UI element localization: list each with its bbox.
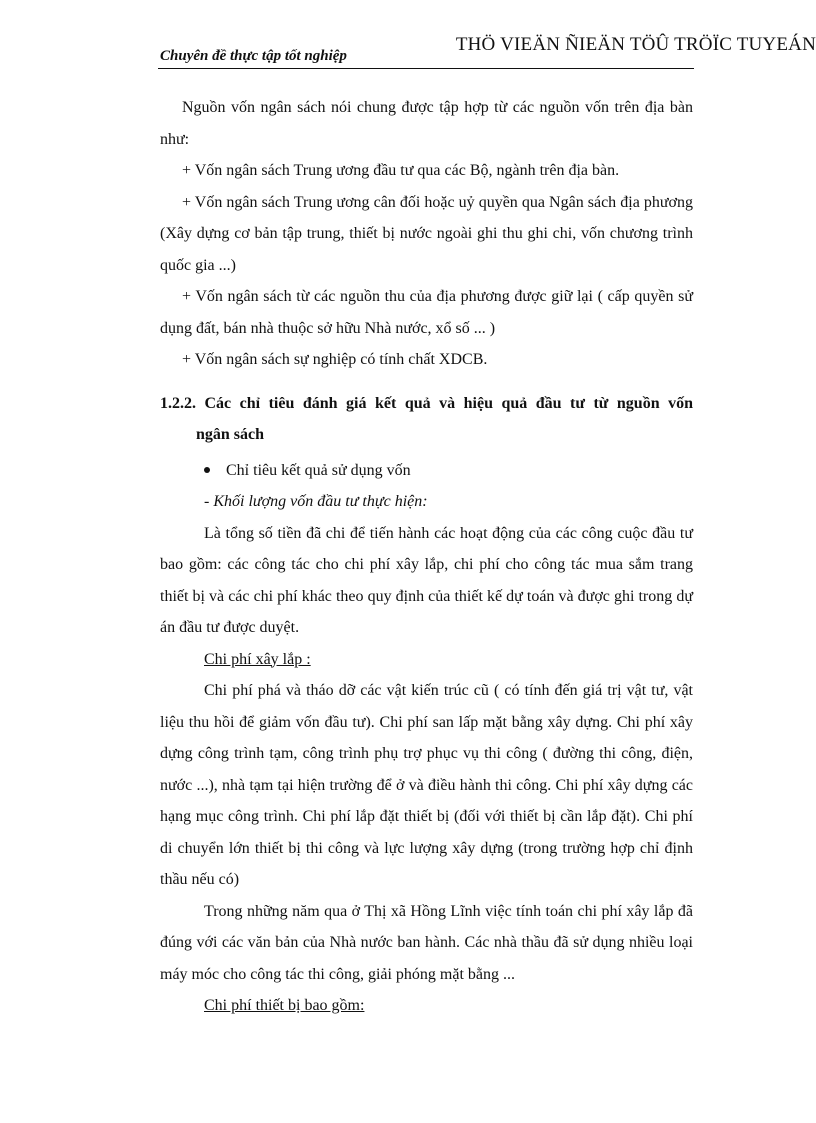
label-equipment-cost [160,990,693,1022]
header-title: Chuyên đề thực tập tốt nghiệp [160,48,347,64]
section-heading-line1: 1.2.2. Các chỉ tiêu đánh giá kết quả và hiệu quả đầu tư từ nguồn vốn [160,394,693,412]
section-heading [160,388,693,451]
header-divider [158,68,694,69]
label-construction-cost [160,644,693,676]
label-equipment-cost-text: Chi phí thiết bị bao gồm: [204,997,365,1014]
paragraph-local-revenue: + Vốn ngân sách từ các nguồn thu của địa phương được giữ lại ( cấp quyền sử dụng đất, bán nhà thuộc sở hữu Nhà nước, xổ số ... ) [160,288,693,337]
paragraph-balanced-budget: + Vốn ngân sách Trung ương cân đối hoặc uỷ quyền qua Ngân sách địa phương (Xây dựng cơ bản tập trung, thiết bị nước ngoài ghi thu ghi chi, vốn chương trình quốc gia ...) [160,193,693,274]
document-body [160,92,693,1022]
paragraph-career-budget: + Vốn ngân sách sự nghiệp có tính chất XDCB. [182,351,488,368]
paragraph-investment-volume: Là tổng số tiền đã chi để tiến hành các hoạt động của các công cuộc đầu tư bao gồm: các công tác cho chi phí xây lắp, chi phí cho công tác mua sắm trang thiết bị và các chi phí khác theo quy định của thiết kế dự toán và được ghi trong dự án đầu tư được duyệt. [160,524,693,636]
label-construction-cost-text: Chi phí xây lắp : [204,650,311,668]
paragraph-intro: Nguồn vốn ngân sách nói chung được tập hợp từ các nguồn vốn trên địa bàn như: [160,99,693,148]
paragraph-hong-linh: Trong những năm qua ở Thị xã Hồng Lĩnh việc tính toán chi phí xây lắp đã đúng với các văn bản của Nhà nước ban hành. Các nhà thầu đã sử dụng nhiều loại máy móc cho công tác thi công, giải phóng mặt bằng ... [160,902,693,983]
bullet-icon [204,467,210,473]
paragraph-construction-cost: Chi phí phá và tháo dỡ các vật kiến trúc cũ ( có tính đến giá trị vật tư, vật liệu thu hồi để giảm vốn đầu tư). Chi phí san lấp mặt bằng xây dựng. Chi phí xây dựng công trình tạm, công trình phụ trợ phục vụ thi công ( đường thi công, điện, nước ...), nhà tạm tại hiện trường để ở và điều hành thi công. Chi phí xây dựng các hạng mục công trình. Chi phí lắp đặt thiết bị (đối với thiết bị cần lắp đặt). Chi phí di chuyển lớn thiết bị thi công và lực lượng xây dựng (trong trường hợp chỉ định thầu nếu có) [160,682,693,888]
paragraph-central-budget: + Vốn ngân sách Trung ương đầu tư qua các Bộ, ngành trên địa bàn. [182,162,620,179]
section-heading-line2: ngân sách [196,426,265,443]
bullet-text: Chỉ tiêu kết quả sử dụng vốn [226,461,411,479]
bullet-item [160,455,693,487]
header-library-label: THÖ VIEÄN ÑIEÄN TÖÛ TRÖÏC TUYEÁN [455,34,816,55]
subheading: - Khối lượng vốn đầu tư thực hiện: [204,493,428,510]
